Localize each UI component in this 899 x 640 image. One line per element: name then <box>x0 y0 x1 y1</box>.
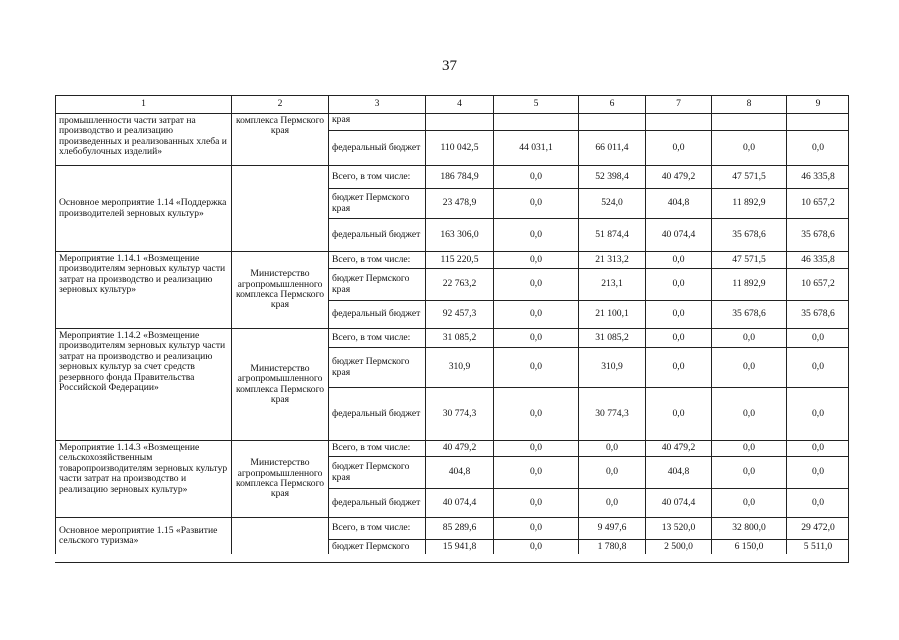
amount-cell: 0,0 <box>493 188 578 218</box>
amount-cell: 15 941,8 <box>425 539 493 554</box>
amount-cell: 52 398,4 <box>578 165 645 188</box>
amount-cell: 0,0 <box>645 387 711 440</box>
amount-cell: 0,0 <box>493 347 578 387</box>
amount-cell: 0,0 <box>711 130 786 165</box>
amount-cell: 6 150,0 <box>711 539 786 554</box>
amount-cell <box>786 113 849 130</box>
amount-cell: 0,0 <box>786 130 849 165</box>
responsible-executor <box>231 517 328 554</box>
funding-source: бюджет Пермского края <box>328 268 425 300</box>
amount-cell: 0,0 <box>493 488 578 517</box>
amount-cell: 0,0 <box>711 488 786 517</box>
amount-cell: 47 571,5 <box>711 251 786 268</box>
funding-source: бюджет Пермского края <box>328 188 425 218</box>
amount-cell: 524,0 <box>578 188 645 218</box>
amount-cell: 30 774,3 <box>578 387 645 440</box>
funding-table <box>55 95 849 563</box>
amount-cell: 10 657,2 <box>786 268 849 300</box>
activity-name: Мероприятие 1.14.3 «Возмещение сельскохозяйственным товаропроизводителям зерновых культур части затрат на производство и реализацию зерновых культур» <box>55 440 231 517</box>
amount-cell: 0,0 <box>645 251 711 268</box>
amount-cell: 21 100,1 <box>578 300 645 328</box>
amount-cell: 0,0 <box>786 387 849 440</box>
amount-cell: 0,0 <box>578 456 645 488</box>
amount-cell: 92 457,3 <box>425 300 493 328</box>
amount-cell: 0,0 <box>786 440 849 456</box>
amount-cell: 11 892,9 <box>711 188 786 218</box>
funding-source: бюджет Пермского <box>328 539 425 554</box>
amount-cell: 0,0 <box>493 539 578 554</box>
amount-cell: 0,0 <box>645 347 711 387</box>
column-header: 2 <box>231 95 328 113</box>
amount-cell: 5 511,0 <box>786 539 849 554</box>
column-header: 4 <box>425 95 493 113</box>
funding-source: федеральный бюджет <box>328 218 425 251</box>
amount-cell: 0,0 <box>711 347 786 387</box>
amount-cell: 9 497,6 <box>578 517 645 539</box>
funding-source: федеральный бюджет <box>328 300 425 328</box>
amount-cell <box>645 113 711 130</box>
funding-source: федеральный бюджет <box>328 387 425 440</box>
activity-name: Мероприятие 1.14.2 «Возмещение производителям зерновых культур части затрат на производство и реализацию зерновых культур за счет средств резервного фонда Правительства Российской Федерации» <box>55 328 231 440</box>
amount-cell: 40 074,4 <box>645 488 711 517</box>
funding-source: края <box>328 113 425 130</box>
amount-cell: 2 500,0 <box>645 539 711 554</box>
amount-cell: 0,0 <box>493 328 578 347</box>
funding-source: федеральный бюджет <box>328 488 425 517</box>
amount-cell: 186 784,9 <box>425 165 493 188</box>
column-header: 1 <box>55 95 231 113</box>
amount-cell: 35 678,6 <box>786 300 849 328</box>
funding-source: федеральный бюджет <box>328 130 425 165</box>
activity-name: Мероприятие 1.14.1 «Возмещение производителям зерновых культур части затрат на производство и реализацию зерновых культур» <box>55 251 231 328</box>
column-header: 6 <box>578 95 645 113</box>
amount-cell: 31 085,2 <box>578 328 645 347</box>
page-number: 37 <box>442 58 457 74</box>
amount-cell: 66 011,4 <box>578 130 645 165</box>
amount-cell: 0,0 <box>493 268 578 300</box>
amount-cell: 404,8 <box>425 456 493 488</box>
amount-cell: 0,0 <box>711 328 786 347</box>
amount-cell: 0,0 <box>645 328 711 347</box>
amount-cell: 31 085,2 <box>425 328 493 347</box>
amount-cell: 1 780,8 <box>578 539 645 554</box>
amount-cell: 35 678,6 <box>711 300 786 328</box>
amount-cell: 35 678,6 <box>711 218 786 251</box>
amount-cell: 115 220,5 <box>425 251 493 268</box>
funding-source: Всего, в том числе: <box>328 328 425 347</box>
amount-cell: 0,0 <box>578 440 645 456</box>
amount-cell: 10 657,2 <box>786 188 849 218</box>
amount-cell: 0,0 <box>493 251 578 268</box>
table-border-bottom <box>55 562 849 563</box>
amount-cell <box>578 113 645 130</box>
amount-cell: 163 306,0 <box>425 218 493 251</box>
amount-cell: 40 479,2 <box>425 440 493 456</box>
amount-cell: 30 774,3 <box>425 387 493 440</box>
funding-source: Всего, в том числе: <box>328 517 425 539</box>
amount-cell: 0,0 <box>786 488 849 517</box>
amount-cell: 404,8 <box>645 456 711 488</box>
responsible-executor: Министерство агропромышленного комплекса Пермского края <box>231 251 328 328</box>
amount-cell: 310,9 <box>425 347 493 387</box>
amount-cell: 32 800,0 <box>711 517 786 539</box>
activity-name: промышленности части затрат на производство и реализацию произведенных и реализованных хлеба и хлебобулочных изделий» <box>55 113 231 165</box>
amount-cell: 0,0 <box>786 456 849 488</box>
amount-cell: 0,0 <box>493 517 578 539</box>
amount-cell: 0,0 <box>493 218 578 251</box>
amount-cell: 0,0 <box>493 165 578 188</box>
amount-cell: 22 763,2 <box>425 268 493 300</box>
amount-cell: 21 313,2 <box>578 251 645 268</box>
amount-cell: 51 874,4 <box>578 218 645 251</box>
amount-cell: 310,9 <box>578 347 645 387</box>
amount-cell: 35 678,6 <box>786 218 849 251</box>
responsible-executor: Министерство агропромышленного комплекса Пермского края <box>231 440 328 517</box>
funding-source: Всего, в том числе: <box>328 251 425 268</box>
amount-cell: 0,0 <box>493 440 578 456</box>
amount-cell: 13 520,0 <box>645 517 711 539</box>
amount-cell: 404,8 <box>645 188 711 218</box>
amount-cell: 0,0 <box>493 387 578 440</box>
amount-cell: 46 335,8 <box>786 165 849 188</box>
amount-cell: 40 074,4 <box>425 488 493 517</box>
amount-cell <box>711 113 786 130</box>
column-header: 3 <box>328 95 425 113</box>
amount-cell <box>493 113 578 130</box>
responsible-executor <box>231 165 328 251</box>
amount-cell: 213,1 <box>578 268 645 300</box>
amount-cell: 23 478,9 <box>425 188 493 218</box>
amount-cell: 0,0 <box>493 456 578 488</box>
amount-cell: 44 031,1 <box>493 130 578 165</box>
table-border-right <box>848 95 849 563</box>
amount-cell: 29 472,0 <box>786 517 849 539</box>
amount-cell: 0,0 <box>645 130 711 165</box>
amount-cell <box>425 113 493 130</box>
amount-cell: 0,0 <box>578 488 645 517</box>
amount-cell: 46 335,8 <box>786 251 849 268</box>
amount-cell: 0,0 <box>786 347 849 387</box>
amount-cell: 0,0 <box>711 387 786 440</box>
amount-cell: 85 289,6 <box>425 517 493 539</box>
amount-cell: 11 892,9 <box>711 268 786 300</box>
amount-cell: 110 042,5 <box>425 130 493 165</box>
amount-cell: 0,0 <box>493 300 578 328</box>
responsible-executor: Министерство агропромышленного комплекса Пермского края <box>231 328 328 440</box>
funding-source: Всего, в том числе: <box>328 440 425 456</box>
funding-source: бюджет Пермского края <box>328 347 425 387</box>
amount-cell: 0,0 <box>645 300 711 328</box>
column-header: 8 <box>711 95 786 113</box>
responsible-executor: комплекса Пермского края <box>231 113 328 165</box>
amount-cell: 0,0 <box>645 268 711 300</box>
column-header: 5 <box>493 95 578 113</box>
amount-cell: 0,0 <box>711 456 786 488</box>
amount-cell: 47 571,5 <box>711 165 786 188</box>
funding-source: бюджет Пермского края <box>328 456 425 488</box>
amount-cell: 40 479,2 <box>645 440 711 456</box>
funding-source: Всего, в том числе: <box>328 165 425 188</box>
amount-cell: 40 479,2 <box>645 165 711 188</box>
activity-name: Основное мероприятие 1.15 «Развитие сельского туризма» <box>55 517 231 554</box>
column-header: 9 <box>786 95 849 113</box>
amount-cell: 40 074,4 <box>645 218 711 251</box>
amount-cell: 0,0 <box>711 440 786 456</box>
activity-name: Основное мероприятие 1.14 «Поддержка производителей зерновых культур» <box>55 165 231 251</box>
column-header: 7 <box>645 95 711 113</box>
amount-cell: 0,0 <box>786 328 849 347</box>
